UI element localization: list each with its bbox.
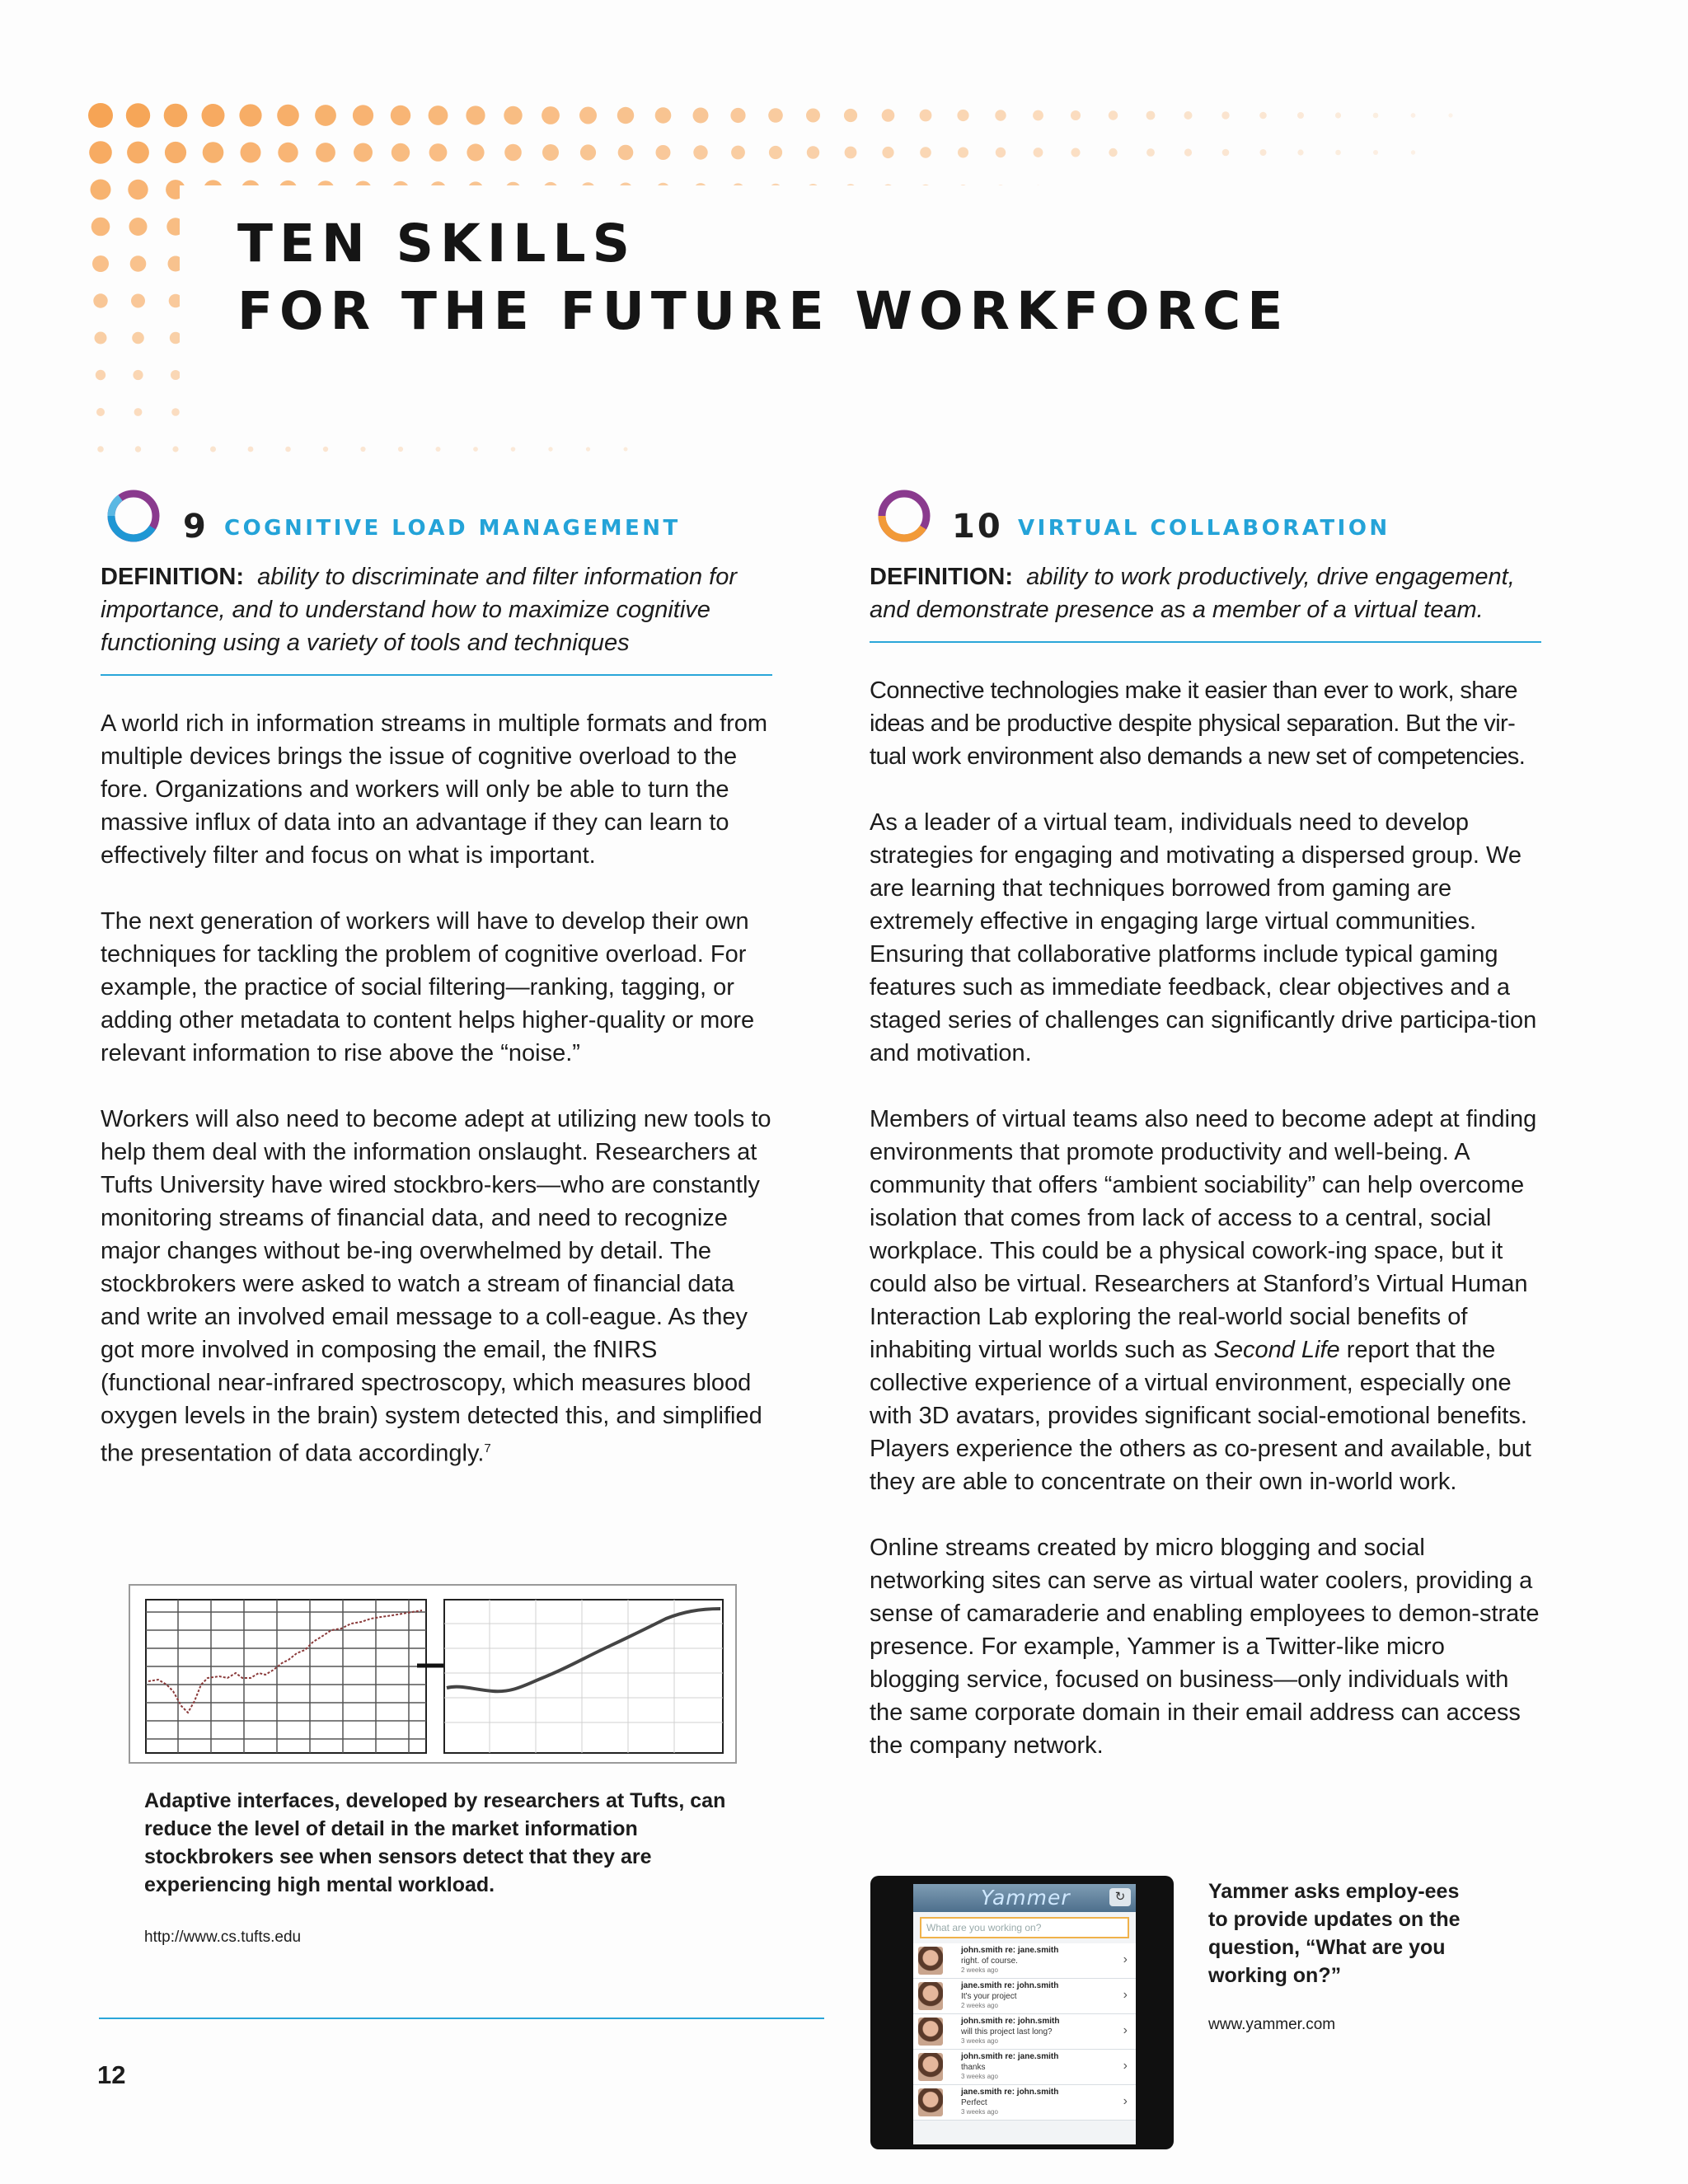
definition-text: ability to discriminate and filter information for importance, and to understand how to maximize cognitive functioning using a variety of tools and techniques — [101, 564, 737, 656]
simplified-market-chart — [443, 1599, 724, 1754]
decorative-dot — [504, 106, 522, 124]
decorative-dot — [958, 148, 968, 158]
message-time: 2 weeks ago — [961, 1966, 998, 1974]
decorative-dot — [996, 148, 1006, 157]
avatar — [918, 2018, 943, 2046]
decorative-dot — [133, 370, 143, 380]
skill-number: 10 — [952, 508, 1003, 546]
decorative-dot — [241, 143, 261, 163]
decorative-dot — [731, 146, 745, 160]
decorative-dot — [436, 447, 441, 452]
decorative-dot — [126, 103, 150, 127]
decorative-dot — [89, 141, 112, 164]
decorative-dot — [466, 105, 485, 124]
decorative-dot — [920, 110, 932, 122]
list-item[interactable] — [913, 1979, 1136, 2014]
decorative-dot — [91, 180, 111, 200]
message-user: jane.smith re: john.smith — [961, 2088, 1059, 2097]
decorative-dot — [1335, 150, 1341, 156]
paragraph-italic: Second Life — [1213, 1337, 1340, 1363]
body-text — [870, 674, 1541, 1762]
paragraph: As a leader of a virtual team, individuals need to develop strategies for engaging and motivating a dispersed group. We are learning that techniques borrowed from gaming are extremely effective in engaging large virtual communities. Ensuring that collaborative platforms include typical gaming features such as immediate feedback, clear objectives and a staged series of challenges can significantly drive participa-tion and motivation. — [870, 809, 1537, 1066]
adaptive-interface-figure — [129, 1584, 737, 1764]
decorative-dot — [1297, 149, 1303, 155]
avatar — [918, 1947, 943, 1975]
yammer-screenshot — [870, 1876, 1174, 2149]
decorative-dot — [807, 146, 819, 158]
page-title — [237, 210, 1289, 345]
decorative-dot — [1448, 113, 1452, 117]
decorative-dot — [1109, 110, 1118, 120]
decorative-dot — [656, 145, 671, 160]
status-input[interactable]: What are you working on? — [920, 1917, 1129, 1938]
decorative-dot — [203, 142, 224, 163]
skill-10-section — [870, 486, 1541, 1795]
message-user: jane.smith re: john.smith — [961, 1981, 1059, 1990]
decorative-dot — [398, 447, 403, 452]
decorative-dot — [1411, 113, 1416, 118]
decorative-dot — [130, 255, 147, 272]
yammer-header — [913, 1884, 1136, 1912]
paragraph-text: Workers will also need to become adept at utilizing new tools to help them deal with the information onslaught. Researchers at Tufts University have wired stockbro-kers—who are constantly monitoring streams of financial data, and need to recognize major changes without be-ing overwhelmed by detail. The stockbrokers were asked to watch a stream of financial data and write an involved email message to a coll-eague. As they got more involved in composing the email, the fNIRS (functional near-infrared spectroscopy, which measures blood oxygen levels in the brain) system detected this, and simplified the presentation of data accordingly. — [101, 1106, 771, 1467]
decorative-dot — [429, 143, 448, 162]
decorative-dot — [135, 446, 141, 452]
skill-9-heading — [101, 486, 772, 552]
decorative-dot — [473, 447, 478, 452]
list-item[interactable] — [913, 1943, 1136, 1979]
source-url[interactable]: http://www.cs.tufts.edu — [144, 1929, 302, 1946]
decorative-dot — [1221, 111, 1229, 119]
decorative-dot — [1146, 148, 1155, 157]
decorative-dot — [806, 109, 820, 123]
message-text: will this project last long? — [961, 2027, 1053, 2036]
decorative-dot — [1034, 148, 1043, 157]
decorative-dot — [392, 143, 410, 162]
list-item[interactable] — [913, 2085, 1136, 2121]
decorative-dot — [655, 107, 672, 124]
message-list — [913, 1943, 1136, 2121]
decorative-dot — [96, 370, 106, 380]
skill-10-heading — [870, 486, 1541, 552]
skill-name: COGNITIVE LOAD MANAGEMENT — [224, 516, 681, 541]
decorative-dot — [1411, 150, 1415, 154]
paragraph — [870, 1103, 1541, 1498]
paragraph: A world rich in information streams in multiple formats and from multiple devices brings the issue of cognitive overload to the fore. Organizations and workers will only be able to turn the massive influx of data into an advantage if they can learn to effectively filter and focus on what is important. — [101, 710, 768, 869]
message-user: john.smith re: jane.smith — [961, 2052, 1059, 2061]
skill-name: VIRTUAL COLLABORATION — [1018, 516, 1390, 541]
decorative-dot — [128, 180, 148, 199]
decorative-dot — [429, 105, 448, 125]
skill-ring-icon — [874, 486, 934, 546]
chevron-right-icon: › — [1123, 2059, 1128, 2073]
definition — [101, 560, 772, 676]
decorative-dot — [1184, 111, 1193, 120]
message-text: It's your project — [961, 1992, 1017, 2001]
decorative-dot — [239, 104, 261, 126]
decorative-dot — [165, 142, 186, 163]
footnote-marker: 7 — [484, 1441, 491, 1455]
decorative-dot — [92, 255, 109, 272]
yammer-logo: Yammer — [981, 1886, 1071, 1910]
source-url[interactable]: www.yammer.com — [1208, 2016, 1336, 2033]
decorative-dot — [132, 332, 144, 344]
decorative-dot — [172, 446, 178, 452]
decorative-dot — [277, 105, 299, 127]
decorative-dot — [1373, 113, 1379, 119]
paragraph: Connective technologies make it easier than ever to work, share ideas and be productive despite physical separation. But the vir-tual work environment also demands a new set of competencies. — [870, 677, 1526, 770]
decorative-dot — [1260, 149, 1267, 156]
decorative-dot — [360, 447, 365, 452]
yammer-screen — [913, 1884, 1136, 2144]
avatar — [918, 2088, 943, 2116]
detailed-market-chart — [145, 1599, 427, 1754]
paragraph: The next generation of workers will have to develop their own techniques for tackling the problem of cognitive overload. For example, the practice of social filtering—ranking, tagging, or adding other metadata to content helps higher-quality or more relevant information to rise above the “noise.” — [101, 908, 755, 1066]
avatar — [918, 1982, 943, 2010]
decorative-dot — [285, 447, 291, 452]
decorative-dot — [1071, 110, 1081, 120]
decorative-dot — [91, 218, 110, 237]
body-text — [101, 707, 772, 1470]
list-item[interactable] — [913, 2014, 1136, 2050]
avatar — [918, 2053, 943, 2081]
decorative-dot — [586, 447, 590, 451]
refresh-icon[interactable]: ↻ — [1109, 1888, 1131, 1906]
decorative-dot — [1146, 111, 1156, 120]
decorative-dot — [97, 446, 104, 452]
decorative-dot — [354, 143, 373, 162]
decorative-dot — [548, 447, 552, 451]
message-time: 3 weeks ago — [961, 2037, 998, 2045]
decorative-dot — [1373, 150, 1378, 155]
page-title-line-1: TEN SKILLS — [237, 213, 636, 274]
decorative-dot — [323, 447, 328, 452]
decorative-dot — [511, 447, 516, 452]
skill-ring-icon — [104, 486, 163, 546]
decorative-dot — [542, 106, 560, 124]
decorative-dot — [391, 105, 410, 125]
page-number: 12 — [97, 2060, 126, 2089]
definition-label: DEFINITION: — [101, 564, 244, 590]
decorative-dot — [1033, 110, 1043, 121]
message-text: thanks — [961, 2063, 986, 2072]
decorative-dot — [93, 293, 107, 307]
decorative-dot — [693, 108, 709, 124]
decorative-dot — [134, 408, 143, 416]
paragraph: Online streams created by micro blogging and social networking sites can serve as virtual water coolers, providing a sense of camaraderie and enabling employees to demon-strate presence. For example, Yammer is a Twitter-like micro blogging service, focused on business—only individuals with the same corporate domain in their email address can access the company network. — [870, 1535, 1540, 1759]
decorative-dot — [127, 142, 149, 164]
message-text: right. of course. — [961, 1957, 1018, 1966]
decorative-dot — [1335, 112, 1341, 118]
list-item[interactable] — [913, 2050, 1136, 2085]
message-user: john.smith re: john.smith — [961, 2017, 1060, 2026]
chevron-right-icon: › — [1123, 2023, 1128, 2037]
decorative-dot — [580, 144, 596, 160]
definition-text: ability to work productively, drive engagement, and demonstrate presence as a member of a virtual team. — [870, 564, 1515, 623]
decorative-dot — [131, 294, 145, 308]
decorative-dot — [730, 108, 745, 123]
decorative-dot — [624, 448, 628, 452]
decorative-dot — [844, 109, 857, 122]
decorative-dot — [210, 447, 216, 452]
chevron-right-icon: › — [1123, 1952, 1128, 1966]
paragraph-text: report that the collective experience of a virtual environment, especially one with 3D avatars, provides significant social-emotional benefits. Players experience the others as co-present and available, but they are able to concentrate on their own in-world work. — [870, 1337, 1531, 1495]
decorative-dot — [769, 146, 782, 159]
decorative-dot — [957, 110, 968, 121]
divider — [99, 2018, 824, 2019]
definition-label: DEFINITION: — [870, 564, 1013, 590]
decorative-dot — [88, 103, 113, 128]
decorative-dot — [920, 147, 931, 158]
message-time: 2 weeks ago — [961, 2002, 998, 2009]
decorative-dot — [248, 447, 254, 452]
decorative-dot — [882, 147, 893, 158]
decorative-dot — [164, 104, 188, 128]
decorative-dot — [316, 143, 335, 162]
decorative-dot — [618, 145, 634, 161]
decorative-dot — [693, 145, 707, 159]
decorative-dot — [95, 332, 107, 344]
decorative-dot — [1297, 112, 1304, 119]
decorative-dot — [882, 109, 895, 122]
message-user: john.smith re: jane.smith — [961, 1946, 1059, 1955]
chevron-right-icon: › — [1123, 2094, 1128, 2108]
figure-caption: Adaptive interfaces, developed by researchers at Tufts, can reduce the level of detail in the market information stockbrokers see when sensors detect that they are experiencing high mental workload. — [144, 1789, 726, 1896]
decorative-dot — [542, 144, 559, 161]
decorative-dot — [768, 108, 783, 123]
definition — [870, 560, 1541, 643]
message-time: 3 weeks ago — [961, 2073, 998, 2080]
paragraph-text: Members of virtual teams also need to become adept at finding environments that promote productivity and well-being. A community that offers “ambient sociability” can help overcome isolation that comes from lack of access to a central, social workplace. This could be a physical cowork-ing space, but it could also be virtual. Researchers at Stanford’s Virtual Human Interaction Lab exploring the real-world social benefits of inhabiting virtual worlds such as — [870, 1106, 1537, 1363]
chevron-right-icon: › — [1123, 1988, 1128, 2002]
decorative-dot — [202, 104, 225, 127]
decorative-dot — [845, 147, 857, 159]
decorative-dot — [504, 144, 522, 162]
decorative-dot — [96, 408, 105, 416]
decorative-dot — [1184, 148, 1192, 156]
decorative-dot — [315, 105, 336, 126]
page-title-line-2: FOR THE FUTURE WORKFORCE — [237, 281, 1290, 341]
skill-9-section — [101, 486, 772, 1503]
decorative-dot — [1259, 112, 1267, 120]
decorative-dot — [467, 143, 484, 161]
decorative-dot — [1071, 148, 1081, 157]
decorative-dot — [617, 107, 634, 124]
figure-caption: Yammer asks employ-ees to provide updates on the question, “What are you working on?” — [1208, 1880, 1461, 1987]
decorative-dot — [353, 105, 373, 125]
decorative-dot — [171, 408, 180, 416]
decorative-dot — [579, 107, 597, 124]
decorative-dot — [995, 110, 1006, 120]
message-text: Perfect — [961, 2098, 987, 2107]
skill-number: 9 — [183, 508, 209, 546]
decorative-dot — [278, 143, 298, 162]
decorative-dot — [1222, 149, 1230, 157]
message-time: 3 weeks ago — [961, 2108, 998, 2116]
decorative-dot — [1109, 148, 1117, 157]
decorative-dot — [129, 218, 148, 236]
paragraph — [101, 1103, 772, 1470]
